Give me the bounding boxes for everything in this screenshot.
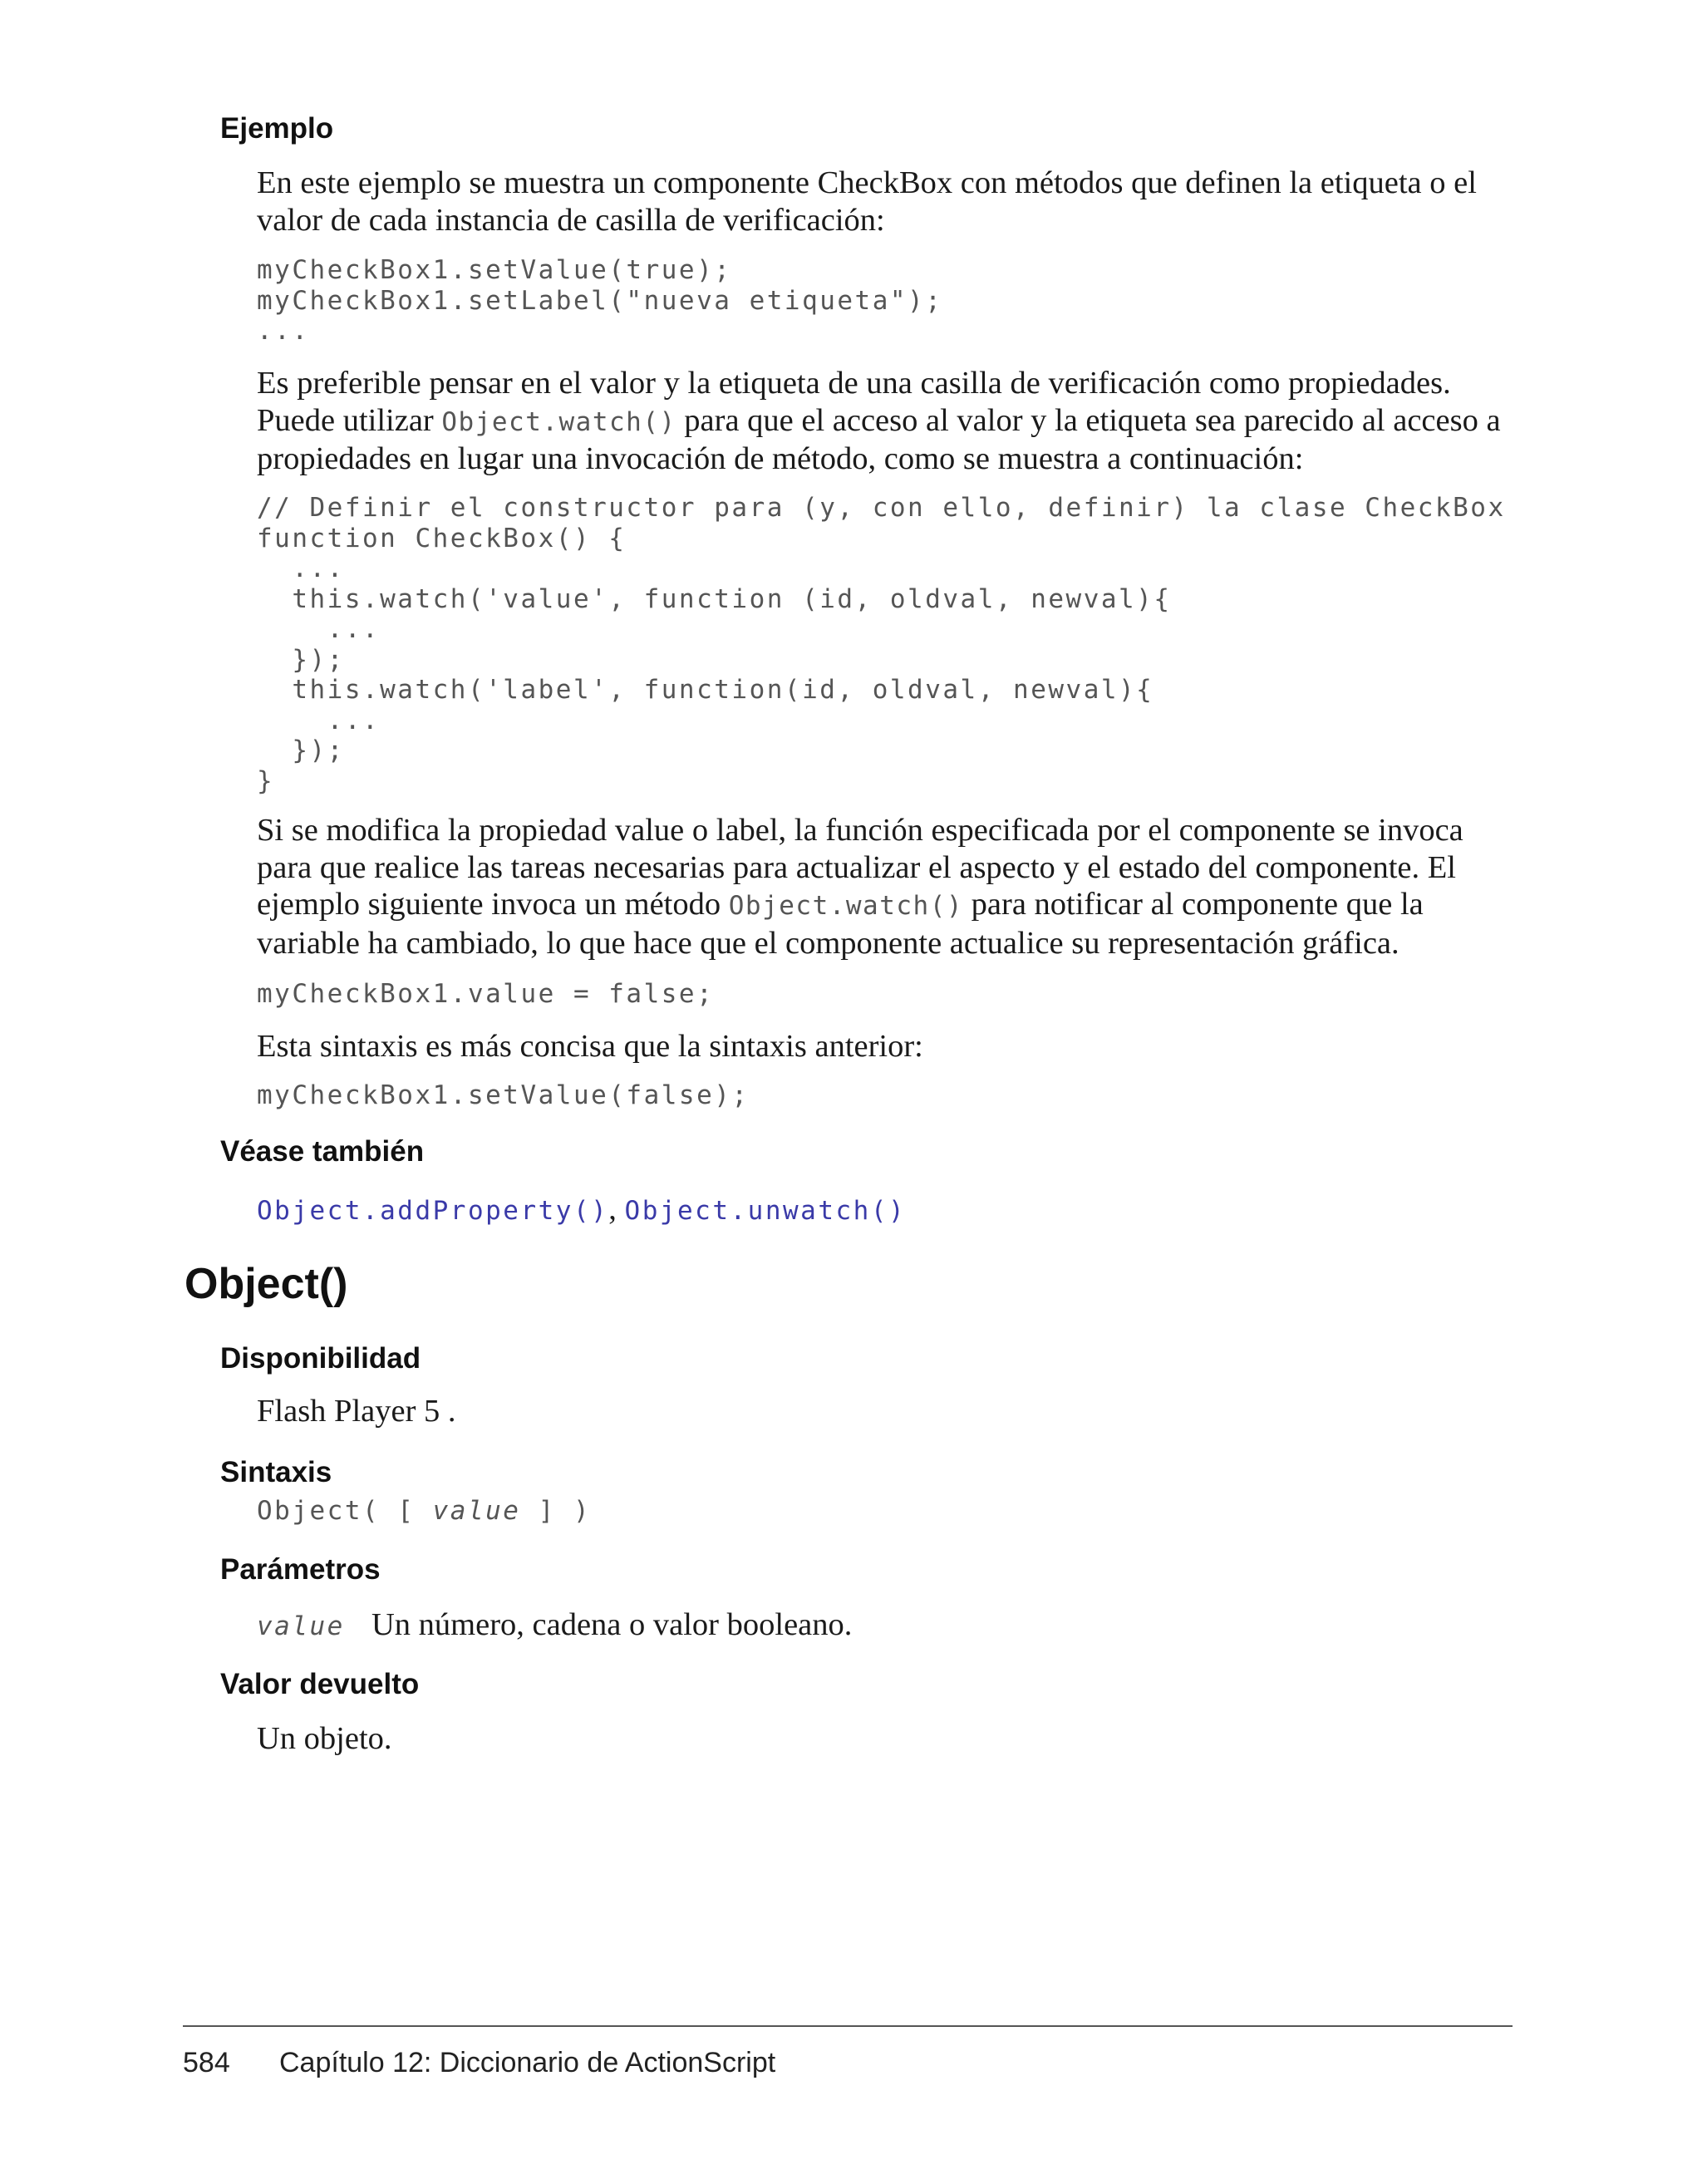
- code-block-value-false: myCheckBox1.value = false;: [257, 979, 715, 1009]
- text-valor-devuelto: Un objeto.: [257, 1721, 392, 1756]
- code-block-setvalue: myCheckBox1.setValue(true); myCheckBox1.setLabel("nueva etiqueta"); ...: [257, 255, 943, 346]
- paragraph-text: para notificar al componente que la variable ha cambiado, lo que hace que el componente actualice su representación gráfica.: [257, 887, 1424, 961]
- code-block-setvalue-false: myCheckBox1.setValue(false);: [257, 1080, 750, 1110]
- inline-code: Object.watch(): [441, 406, 676, 437]
- heading-vease-tambien: Véase también: [220, 1135, 425, 1168]
- link-object-unwatch[interactable]: Object.unwatch(): [624, 1196, 907, 1226]
- page-number: 584: [183, 2047, 230, 2078]
- parameter-name: value: [257, 1611, 345, 1641]
- chapter-title: Capítulo 12: Diccionario de ActionScript: [279, 2047, 776, 2078]
- code-block-constructor: // Definir el constructor para (y, con ello, definir) la clase CheckBox function CheckBox() { ... this.watch('value', function (id, oldval, newval){ ... }); this.watch('label', function(id, oldval, newval){ ... }); }: [257, 493, 1506, 796]
- paragraph-text: para que el acceso al valor y la etiqueta sea parecido al acceso a propiedades en lugar una invocación de método, como se muestra a continuación:: [257, 402, 1501, 476]
- heading-sintaxis: Sintaxis: [220, 1456, 332, 1488]
- paragraph-concise: Esta sintaxis es más concisa que la sintaxis anterior:: [257, 1029, 923, 1064]
- paragraph-text: Si se modifica la propiedad value o label, la función especificada por el componente se invoca para que realice las tareas necesarias para actualizar el aspecto y el estado del componente. El ejemplo siguiente invoca un método: [257, 813, 1463, 922]
- parameter-row: [257, 1606, 852, 1645]
- paragraph-text: Es preferible pensar en el valor y la etiqueta de una casilla de verificación como propiedades. Puede utilizar: [257, 366, 1451, 438]
- heading-parametros: Parámetros: [220, 1553, 381, 1586]
- see-also-links: [257, 1191, 906, 1229]
- text-disponibilidad: Flash Player 5 .: [257, 1394, 456, 1429]
- link-object-addproperty[interactable]: Object.addProperty(): [257, 1196, 609, 1226]
- paragraph-intro: En este ejemplo se muestra un componente CheckBox con métodos que definen la etiqueta o el valor de cada instancia de casilla de verificación:: [257, 165, 1477, 238]
- heading-ejemplo: Ejemplo: [220, 112, 334, 145]
- code-sintaxis: [257, 1496, 591, 1527]
- parameter-description: Un número, cadena o valor booleano.: [371, 1607, 853, 1642]
- heading-disponibilidad: Disponibilidad: [220, 1342, 421, 1375]
- footer-divider: [183, 2025, 1513, 2027]
- paragraph-modify-property: [257, 812, 1520, 962]
- page-footer: [183, 2046, 775, 2079]
- sintaxis-param: value: [432, 1496, 521, 1526]
- heading-valor-devuelto: Valor devuelto: [220, 1668, 420, 1700]
- link-separator: ,: [608, 1192, 625, 1227]
- sintaxis-suffix: ] ): [520, 1496, 592, 1526]
- heading-object: Object(): [184, 1260, 348, 1308]
- paragraph-watch-explanation: [257, 365, 1520, 478]
- inline-code: Object.watch(): [728, 891, 964, 921]
- sintaxis-prefix: Object( [: [257, 1496, 433, 1526]
